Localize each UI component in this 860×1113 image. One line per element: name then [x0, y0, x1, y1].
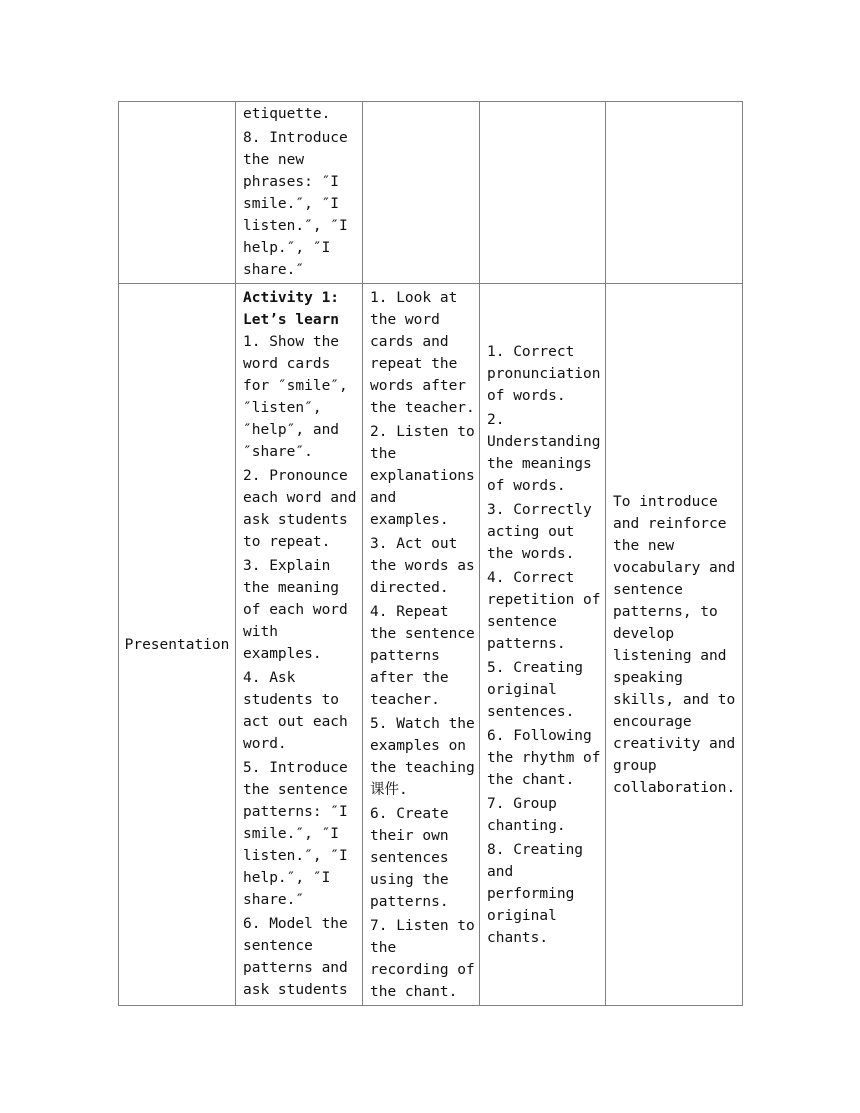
student-activity-item: 6. Create their own sentences using the patterns.	[370, 806, 449, 910]
assessment-item: 7. Group chanting.	[487, 796, 566, 834]
teacher-activity-item: 3. Explain the meaning of each word with examples.	[243, 558, 348, 662]
student-activity-item: 2. Listen to the explanations and examples.	[370, 424, 475, 528]
teacher-activity-item: 2. Pronounce each word and ask students to repeat.	[243, 468, 357, 550]
assessment-cell	[480, 102, 606, 284]
assessment-item: 8. Creating and performing original chants.	[487, 842, 584, 946]
table-row	[119, 102, 743, 284]
teacher-activity-item: etiquette.	[243, 106, 331, 122]
purpose-cell	[606, 284, 743, 1006]
student-activity-item: 7. Listen to the recording of the chant.	[370, 918, 475, 1000]
teacher-activity-item: 5. Introduce the sentence patterns: ″I smile.″, ″I listen.″, ″I help.″, ″I share.″	[243, 760, 348, 908]
lesson-plan-table	[118, 101, 743, 1006]
teacher-activity-item: 4. Ask students to act out each word.	[243, 670, 348, 752]
student-activities-cell	[363, 284, 480, 1006]
activity-heading: Activity 1: Let’s learn	[243, 290, 340, 328]
stage-cell	[119, 284, 236, 1006]
assessment-item: 4. Correct repetition of sentence patterns.	[487, 570, 601, 652]
assessment-cell	[480, 284, 606, 1006]
student-activity-item: 4. Repeat the sentence patterns after the teacher.	[370, 604, 475, 708]
student-activity-item: 1. Look at the word cards and repeat the words after the teacher.	[370, 290, 475, 416]
teacher-activities-cell	[236, 102, 363, 284]
teacher-activity-item: 8. Introduce the new phrases: ″I smile.″, ″I listen.″, ″I help.″, ″I share.″	[243, 130, 348, 278]
purpose-cell	[606, 102, 743, 284]
teacher-activity-item: 6. Model the sentence patterns and ask students	[243, 916, 348, 998]
teacher-activity-item: 1. Show the word cards for ″smile″, ″listen″, ″help″, and ″share″.	[243, 334, 348, 460]
student-activities-cell	[363, 102, 480, 284]
stage-label: Presentation	[124, 636, 230, 653]
assessment-item: 1. Correct pronunciation of words.	[487, 344, 601, 404]
stage-cell	[119, 102, 236, 284]
table-row	[119, 284, 743, 1006]
student-activity-item: 3. Act out the words as directed.	[370, 536, 475, 596]
purpose-text: To introduce and reinforce the new vocabulary and sentence patterns, to develop listening and speaking skills, and to encourage creativity and group collaboration.	[613, 494, 736, 796]
assessment-item: 5. Creating original sentences.	[487, 660, 584, 720]
student-activity-item: 5. Watch the examples on the teaching 课件.	[370, 716, 475, 798]
assessment-item: 6. Following the rhythm of the chant.	[487, 728, 601, 788]
assessment-item: 3. Correctly acting out the words.	[487, 502, 592, 562]
teacher-activities-cell	[236, 284, 363, 1006]
assessment-item: 2. Understanding the meanings of words.	[487, 412, 601, 494]
